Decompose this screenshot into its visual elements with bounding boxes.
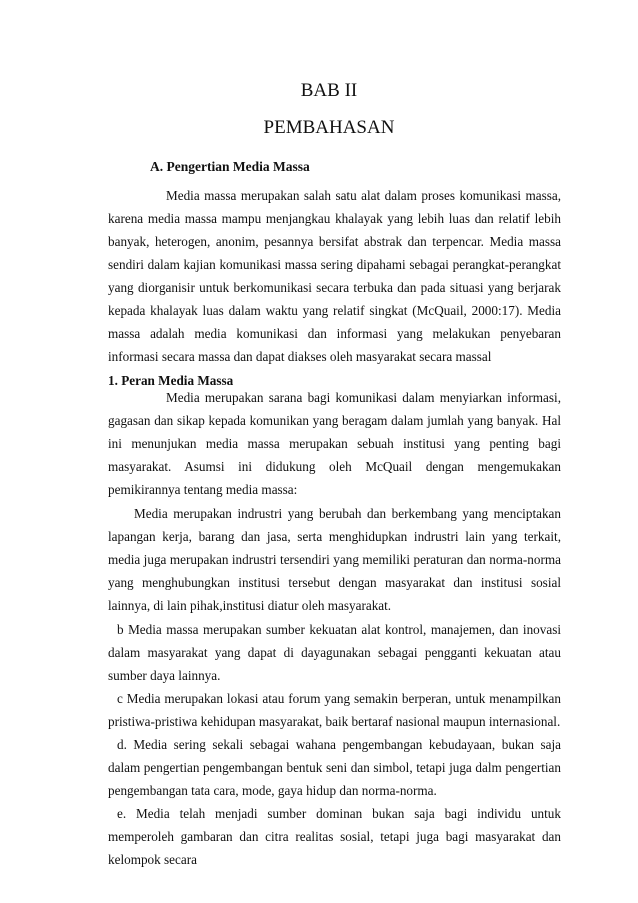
point-d: d. Media sering sekali sebagai wahana pengembangan kebudayaan, bukan saja dalam pengertian pengembangan bentuk seni dan simbol, tetapi juga dalm pengertian pengembangan tata cara, mode, gaya hidup dan norma-norma. xyxy=(108,737,561,798)
section-1-body xyxy=(108,372,561,871)
point-a: Media merupakan indrustri yang berubah dan berkembang yang menciptakan lapangan kerja, barang dan jasa, serta menghidupkan indrustri lain yang terkait, media juga merupakan indrustri tersendiri yang memiliki peraturan dan norma-norma yang menghubungkan institusi tersebut dengan masyarakat dan institusi sosial lainnya, di lain pihak,institusi diatur oleh masyarakat. xyxy=(108,506,561,613)
section-a-heading: A. Pengertian Media Massa xyxy=(150,159,310,174)
point-e: e. Media telah menjadi sumber dominan bukan saja bagi individu untuk memperoleh gambaran dan citra realitas sosial, tetapi juga bagi masyarakat dan kelompok secara xyxy=(108,806,561,867)
chapter-number: BAB II xyxy=(300,80,358,101)
section-1-heading: 1. Peran Media Massa xyxy=(108,373,234,388)
point-c: c Media merupakan lokasi atau forum yang semakin berperan, untuk menampilkan pristiwa-pristiwa kehidupan masyarakat, baik bertaraf nasional maupun internasional. xyxy=(108,691,561,729)
section-a-body xyxy=(108,184,561,368)
point-b: b Media massa merupakan sumber kekuatan alat kontrol, manajemen, dan inovasi dalam masyarakat yang dapat di dayagunakan sebagai pengganti kekuatan atau sumber daya lainnya. xyxy=(108,622,561,683)
chapter-title: PEMBAHASAN xyxy=(263,117,395,138)
section-1-intro: Media merupakan sarana bagi komunikasi dalam menyiarkan informasi, gagasan dan sikap kepada komunikan yang beragam dalam jumlah yang banyak. Hal ini menunjukan media massa merupakan sebuah institusi yang penting bagi masyarakat. Asumsi ini didukung oleh McQuail dengan mengemukakan pemikirannya tentang media massa: xyxy=(108,390,561,497)
section-a-paragraph: Media massa merupakan salah satu alat dalam proses komunikasi massa, karena media massa mampu menjangkau khalayak yang lebih luas dan relatif lebih banyak, heterogen, anonim, pesannya bersifat abstrak dan terpencar. Media massa sendiri dalam kajian komunikasi massa sering dipahami sebagai perangkat-perangkat yang diorganisir untuk berkomunikasi secara terbuka dan pada situasi yang berjarak kepada khalayak luas dalam waktu yang relatif singkat (McQuail, 2000:17). Media massa adalah media komunikasi dan informasi yang melakukan penyebaran informasi secara massa dan dapat diakses oleh masyarakat secara massal xyxy=(108,188,561,364)
